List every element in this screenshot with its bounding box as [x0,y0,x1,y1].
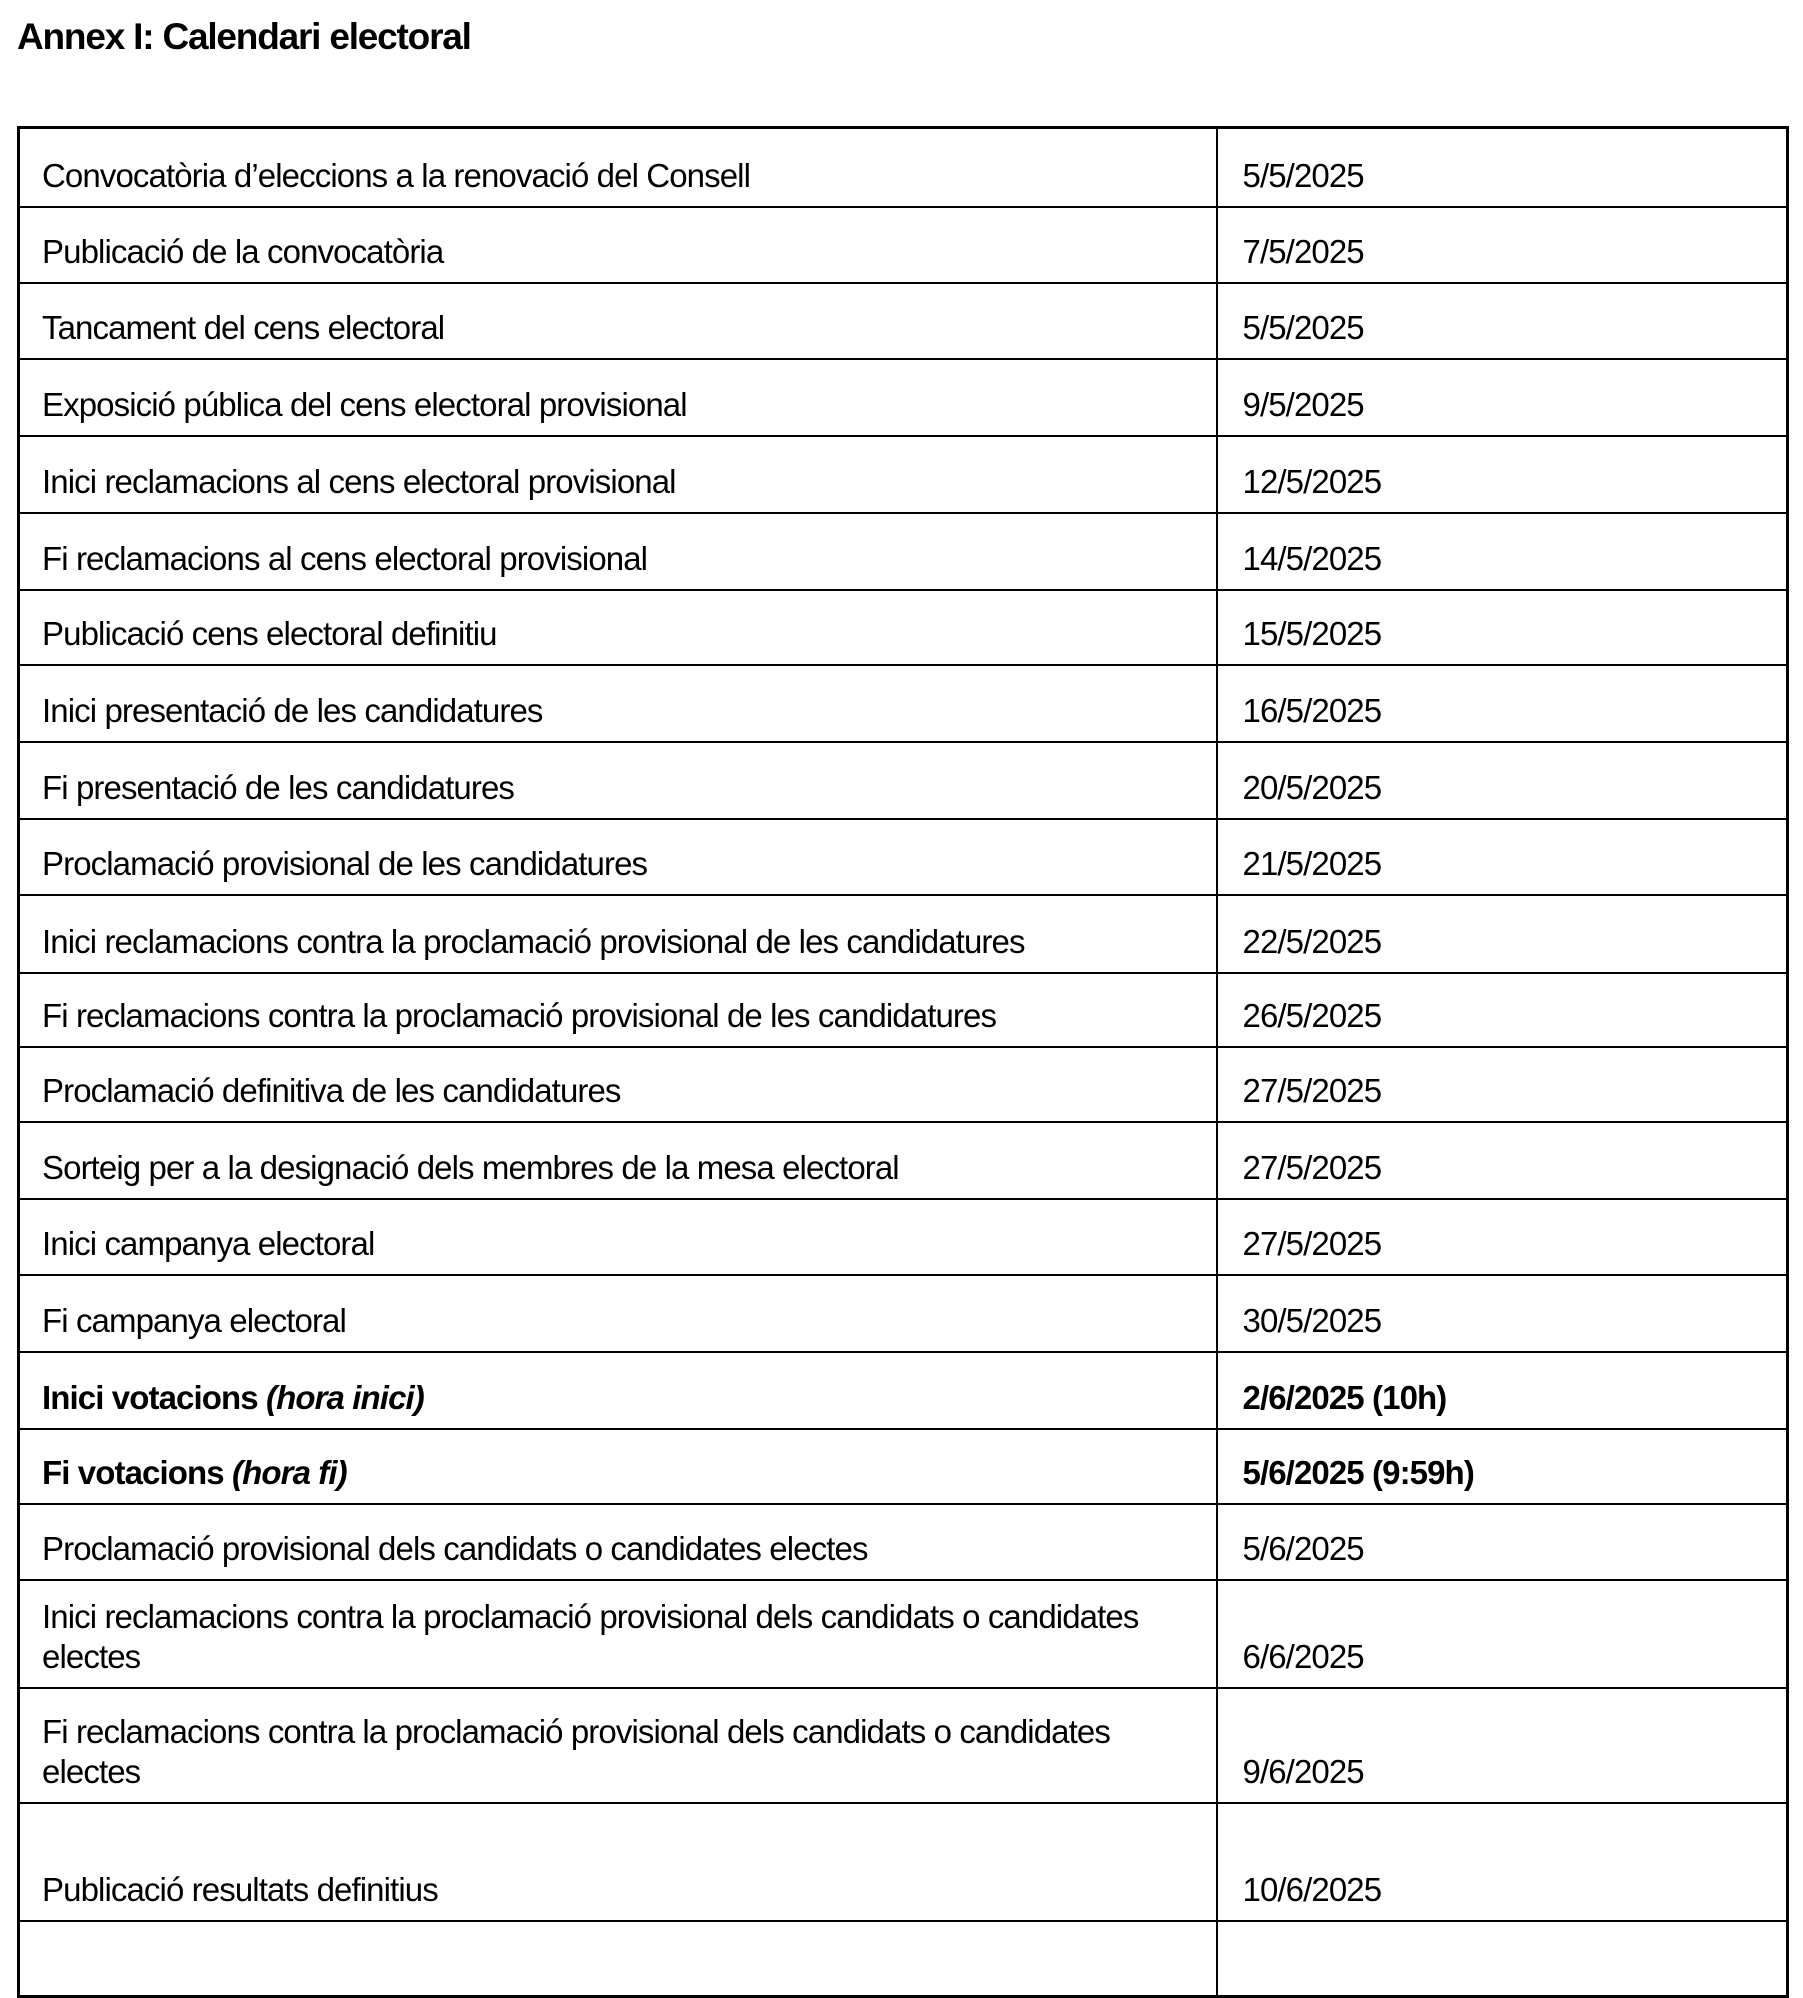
date-cell [1217,1199,1788,1275]
date-cell [1217,283,1788,359]
event-date: 9/6/2025 [1242,1753,1364,1790]
event-cell [19,1122,1217,1199]
event-cell [19,1921,1217,1997]
table-row [19,895,1788,973]
table-row [19,819,1788,895]
table-row [19,973,1788,1047]
table-row [19,1199,1788,1275]
event-date: 27/5/2025 [1242,1225,1382,1262]
table-row [19,590,1788,665]
date-cell [1217,973,1788,1047]
event-label: Proclamació provisional de les candidatures [42,845,648,882]
event-date: 21/5/2025 [1242,845,1382,882]
table-row [19,1580,1788,1688]
event-label: Sorteig per a la designació dels membres de la mesa electoral [42,1149,899,1186]
event-date: 16/5/2025 [1242,692,1382,729]
date-cell [1217,513,1788,590]
table-row [19,1803,1788,1921]
date-cell [1217,359,1788,436]
event-cell [19,1803,1217,1921]
table-row [19,665,1788,742]
electoral-calendar-table [17,126,1789,1998]
event-cell [19,513,1217,590]
table-row [19,1688,1788,1803]
event-cell [19,1429,1217,1504]
event-cell [19,895,1217,973]
date-cell [1217,1429,1788,1504]
date-cell [1217,1352,1788,1429]
event-date: 22/5/2025 [1242,923,1382,960]
event-label: Proclamació provisional dels candidats o candidates electes [42,1530,868,1567]
event-label: Fi reclamacions contra la proclamació provisional de les candidatures [42,997,997,1034]
table-row [19,513,1788,590]
event-label: Fi presentació de les candidatures [42,769,515,806]
table-row [19,207,1788,283]
event-date: 6/6/2025 [1242,1638,1364,1675]
event-date: 12/5/2025 [1242,463,1382,500]
date-cell [1217,1921,1788,1997]
event-date: 5/5/2025 [1242,309,1364,346]
date-cell [1217,436,1788,513]
table-row [19,128,1788,208]
event-cell [19,207,1217,283]
event-date: 27/5/2025 [1242,1149,1382,1186]
table-row [19,1275,1788,1352]
table-row [19,283,1788,359]
event-date: 20/5/2025 [1242,769,1382,806]
event-date: 5/6/2025 (9:59h) [1242,1454,1474,1491]
event-cell [19,1199,1217,1275]
event-label: Inici presentació de les candidatures [42,692,543,729]
event-cell [19,359,1217,436]
date-cell [1217,1047,1788,1122]
event-label: Inici reclamacions contra la proclamació provisional de les candidatures [42,923,1025,960]
event-date: 26/5/2025 [1242,997,1382,1034]
date-cell [1217,128,1788,208]
event-cell [19,590,1217,665]
event-date: 9/5/2025 [1242,386,1364,423]
event-cell [19,1352,1217,1429]
event-label: Publicació cens electoral definitiu [42,615,497,652]
event-cell [19,819,1217,895]
event-cell [19,1688,1217,1803]
date-cell [1217,1504,1788,1580]
date-cell [1217,742,1788,819]
event-label-italic: (hora inici) [266,1379,424,1416]
event-label: Convocatòria d’eleccions a la renovació del Consell [42,157,751,194]
date-cell [1217,1688,1788,1803]
event-cell [19,665,1217,742]
event-label: Publicació resultats definitius [42,1871,438,1908]
event-cell [19,1580,1217,1688]
event-cell [19,436,1217,513]
event-date: 27/5/2025 [1242,1072,1382,1109]
table-row [19,359,1788,436]
date-cell [1217,665,1788,742]
date-cell [1217,1580,1788,1688]
event-label: Publicació de la convocatòria [42,233,444,270]
event-date: 10/6/2025 [1242,1871,1382,1908]
event-label: Inici reclamacions contra la proclamació provisional dels candidats o candidates electes [42,1598,1139,1675]
event-date: 30/5/2025 [1242,1302,1382,1339]
event-label: Exposició pública del cens electoral provisional [42,386,687,423]
table-row [19,1921,1788,1997]
event-date: 2/6/2025 (10h) [1242,1379,1447,1416]
date-cell [1217,1803,1788,1921]
event-date: 5/5/2025 [1242,157,1364,194]
table-row [19,1429,1788,1504]
table-row [19,1122,1788,1199]
event-label: Fi reclamacions contra la proclamació provisional dels candidats o candidates electes [42,1713,1110,1790]
event-label: Tancament del cens electoral [42,309,445,346]
table-row [19,436,1788,513]
date-cell [1217,1122,1788,1199]
event-date: 5/6/2025 [1242,1530,1364,1567]
table-row [19,1504,1788,1580]
event-label: Inici reclamacions al cens electoral provisional [42,463,676,500]
event-date: 7/5/2025 [1242,233,1364,270]
date-cell [1217,819,1788,895]
event-label: Proclamació definitiva de les candidatures [42,1072,621,1109]
event-cell [19,742,1217,819]
date-cell [1217,207,1788,283]
table-row [19,1047,1788,1122]
event-date: 15/5/2025 [1242,615,1382,652]
event-cell [19,973,1217,1047]
event-label: Fi votacions [42,1454,233,1491]
date-cell [1217,1275,1788,1352]
event-date: 14/5/2025 [1242,540,1382,577]
event-cell [19,1504,1217,1580]
page-title: Annex I: Calendari electoral [17,16,471,57]
event-label: Inici campanya electoral [42,1225,375,1262]
event-cell [19,1047,1217,1122]
event-cell [19,128,1217,208]
event-label: Inici votacions [42,1379,266,1416]
event-label: Fi campanya electoral [42,1302,346,1339]
event-cell [19,283,1217,359]
date-cell [1217,895,1788,973]
event-label: Fi reclamacions al cens electoral provisional [42,540,648,577]
table-body [19,128,1788,1997]
event-label-italic: (hora fi) [232,1454,347,1491]
event-cell [19,1275,1217,1352]
table-row [19,1352,1788,1429]
table-row [19,742,1788,819]
date-cell [1217,590,1788,665]
